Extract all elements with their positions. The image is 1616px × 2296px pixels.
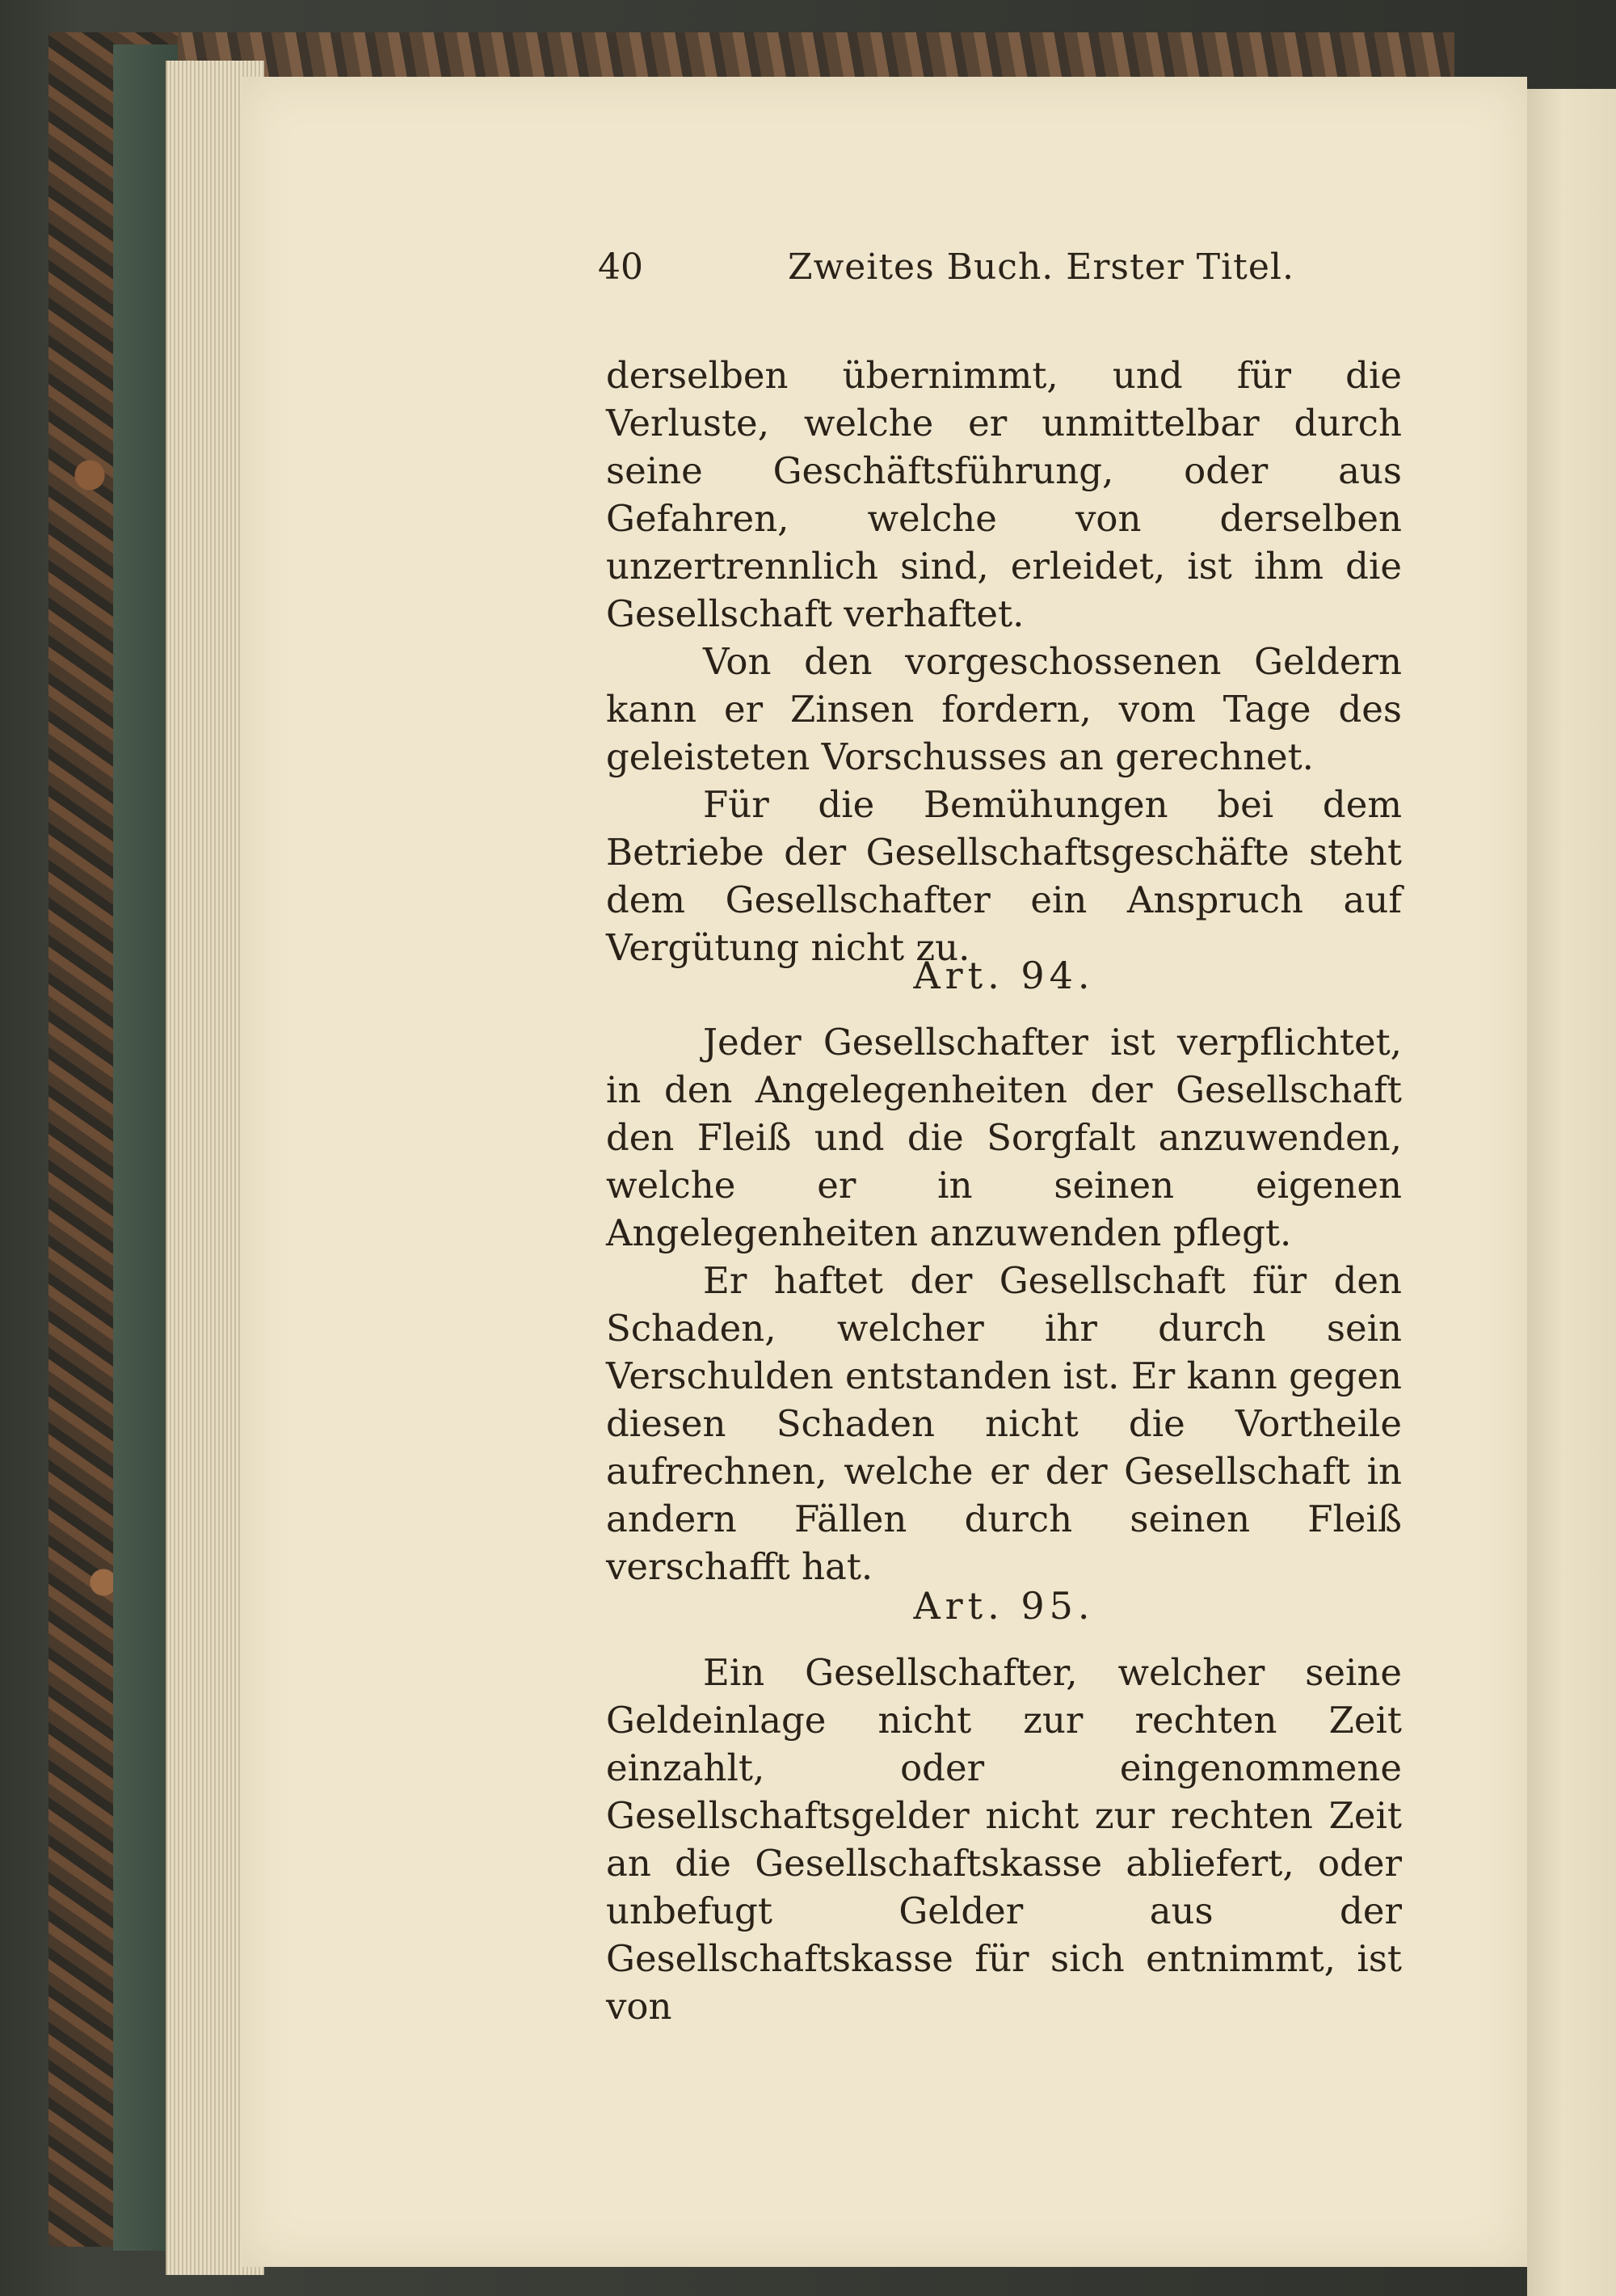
running-title: Zweites Buch. Erster Titel.: [788, 246, 1294, 288]
paragraph: Er haftet der Gesellschaft für den Schaden, welcher ihr durch sein Verschulden entstanden ist. Er kann gegen diesen Schaden nicht die Vortheile aufrechnen, welche er der Gesellschaft in andern Fällen durch seinen Fleiß verschafft hat.: [606, 1259, 1402, 1588]
paragraph: Jeder Gesellschafter ist verpflichtet, in den Angelegenheiten der Gesellschaft den Fleiß und die Sorgfalt anzuwenden, welche er in seinen eigenen Angelegenheiten anzuwenden pflegt.: [606, 1021, 1402, 1254]
paragraph: Ein Gesellschafter, welcher seine Geldeinlage nicht zur rechten Zeit einzahlt, oder eingenommene Gesellschaftsgelder nicht zur rechten Zeit an die Gesellschaftskasse abliefert, oder unbefugt Gelder aus der Gesellschaftskasse für sich entnimmt, ist von: [606, 1651, 1402, 2028]
paragraph: Von den vorgeschossenen Geldern kann er Zinsen fordern, vom Tage des geleisteten Vorschusses an gerechnet.: [606, 640, 1402, 778]
paragraph: Für die Bemühungen bei dem Betriebe der Gesellschaftsgeschäfte steht dem Gesellschafter ein Anspruch auf Vergütung nicht zu.: [606, 783, 1402, 969]
page-header: [598, 246, 1341, 295]
facing-page-edge: [1527, 89, 1616, 2296]
article-heading: Art. 94.: [913, 954, 1095, 997]
page-number: 40: [598, 246, 643, 288]
article-95-text: [606, 1649, 1402, 2030]
article-heading: Art. 95.: [913, 1584, 1095, 1628]
paragraph: derselben übernimmt, und für die Verluste, welche er unmittelbar durch seine Geschäftsführung, oder aus Gefahren, welche von derselben unzertrennlich sind, erleidet, ist ihm die Gesellschaft verhaftet.: [606, 354, 1402, 635]
text-block-continuation: [606, 352, 1402, 971]
article-94-text: [606, 1018, 1402, 1590]
